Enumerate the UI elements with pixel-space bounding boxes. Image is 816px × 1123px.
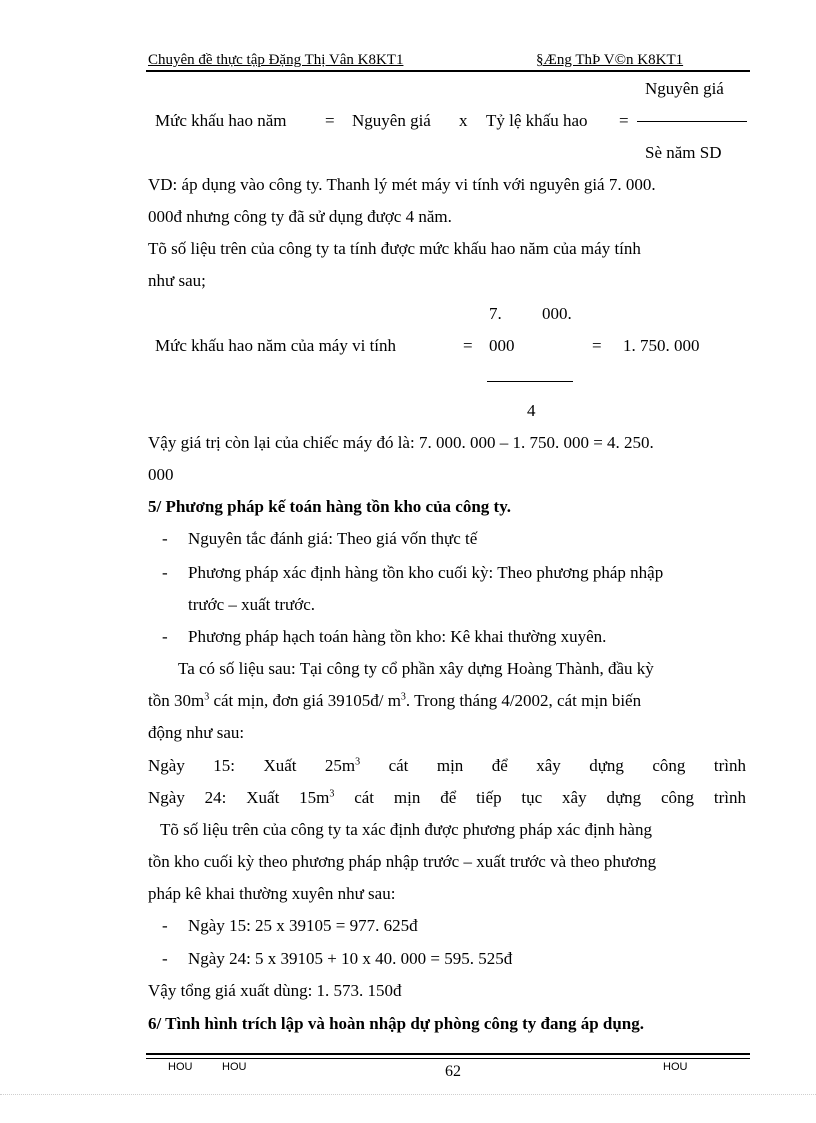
footer-rule-top (146, 1053, 750, 1055)
remaining-line2: 000 (148, 465, 174, 484)
formula2-num-c: 000 (489, 336, 515, 355)
formula2-fraction-bar (487, 381, 573, 382)
bullet-dash: - (162, 916, 168, 935)
day24-line: Ngày 24: Xuất $15m^3$ cát mịn để tiếp tục xây dựng công trình (148, 788, 746, 807)
footer-hou-3: HOU (663, 1061, 688, 1073)
bullet-item: Phương pháp hạch toán hàng tồn kho: Kê khai thường xuyên. (188, 627, 607, 646)
section5-title: 5/ Phương pháp kế toán hàng tồn kho của công ty. (148, 497, 512, 516)
formula2-label: Mức khấu hao năm của máy vi tính (155, 336, 397, 355)
bullet-dash: - (162, 949, 168, 968)
header-rule (146, 70, 750, 72)
formula1-numerator: Nguyên giá (645, 79, 724, 98)
para-data-line1: Ta có số liệu sau: Tại công ty cổ phần xây dựng Hoàng Thành, đầu kỳ (178, 659, 654, 678)
bullet-item: Nguyên tắc đánh giá: Theo giá vốn thực tế (188, 529, 478, 548)
calc-day24: Ngày 24: 5 x 39105 + 10 x 40. 000 = 595. 525đ (188, 949, 513, 968)
bullet-dash: - (162, 529, 168, 548)
formula2-eq1: = (463, 336, 473, 355)
para-vd-line1: VD: áp dụng vào công ty. Thanh lý mét máy vi tính với nguyên giá 7. 000. (148, 175, 656, 194)
para-from-line2: như sau; (148, 271, 206, 290)
page-number: 62 (445, 1063, 461, 1080)
calc-day15: Ngày 15: 25 x 39105 = 977. 625đ (188, 916, 418, 935)
total-line: Vậy tổng giá xuất dùng: 1. 573. 150đ (148, 981, 402, 1000)
page-edge-dotted (0, 1094, 816, 1095)
formula1-eq2: = (619, 111, 629, 130)
para-det-line3: pháp kê khai thường xuyên như sau: (148, 884, 396, 903)
formula1-label: Mức khấu hao năm (155, 111, 287, 130)
bullet-item: Phương pháp xác định hàng tồn kho cuối kỳ: Theo phương pháp nhập (188, 563, 664, 582)
formula2-num-a: 7. (489, 304, 502, 323)
formula2-result: 1. 750. 000 (623, 336, 700, 355)
footer-hou-2: HOU (222, 1061, 247, 1073)
formula2-eq2: = (592, 336, 602, 355)
para-data-line2: tồn $30m^3$ cát mịn, đơn giá 39105đ/ $m^3$. Trong tháng 4/2002, cát mịn biến (148, 691, 642, 710)
bullet-dash: - (162, 627, 168, 646)
day15-line: Ngày 15: Xuất $25m^3$ cát mịn để xây dựng công trình (148, 756, 746, 775)
para-det-line1: Tõ số liệu trên của công ty ta xác định được phương pháp xác định hàng (160, 820, 652, 839)
para-data-line3: động như sau: (148, 723, 245, 742)
formula1-denominator: Sè năm SD (645, 143, 722, 162)
para-vd-line2: 000đ nhưng công ty đã sử dụng được 4 năm. (148, 207, 452, 226)
header-right: §Æng ThÞ V©n K8KT1 (536, 52, 684, 68)
formula1-fraction-bar (637, 121, 747, 122)
section6-title: 6/ Tình hình trích lập và hoàn nhập dự phòng công ty đang áp dụng. (148, 1014, 645, 1033)
bullet-dash: - (162, 563, 168, 582)
formula2-denominator: 4 (527, 401, 536, 420)
bullet-item-continuation: trước – xuất trước. (188, 595, 316, 614)
formula1-term1: Nguyên giá (352, 111, 431, 130)
formula2-num-b: 000. (542, 304, 572, 323)
formula1-term2: Tỷ lệ khấu hao (486, 111, 588, 130)
remaining-line1: Vậy giá trị còn lại của chiếc máy đó là: 7. 000. 000 – 1. 750. 000 = 4. 250. (148, 433, 654, 452)
footer-hou-1: HOU (168, 1061, 193, 1073)
para-det-line2: tồn kho cuối kỳ theo phương pháp nhập trước – xuất trước và theo phương (148, 852, 657, 871)
footer-rule-bottom (146, 1058, 750, 1059)
formula1-times: x (459, 111, 468, 130)
para-from-line1: Tõ số liệu trên của công ty ta tính được mức khấu hao năm của máy tính (148, 239, 641, 258)
formula1-eq1: = (325, 111, 335, 130)
header-left: Chuyên đề thực tập Đặng Thị Vân K8KT1 (148, 52, 404, 68)
